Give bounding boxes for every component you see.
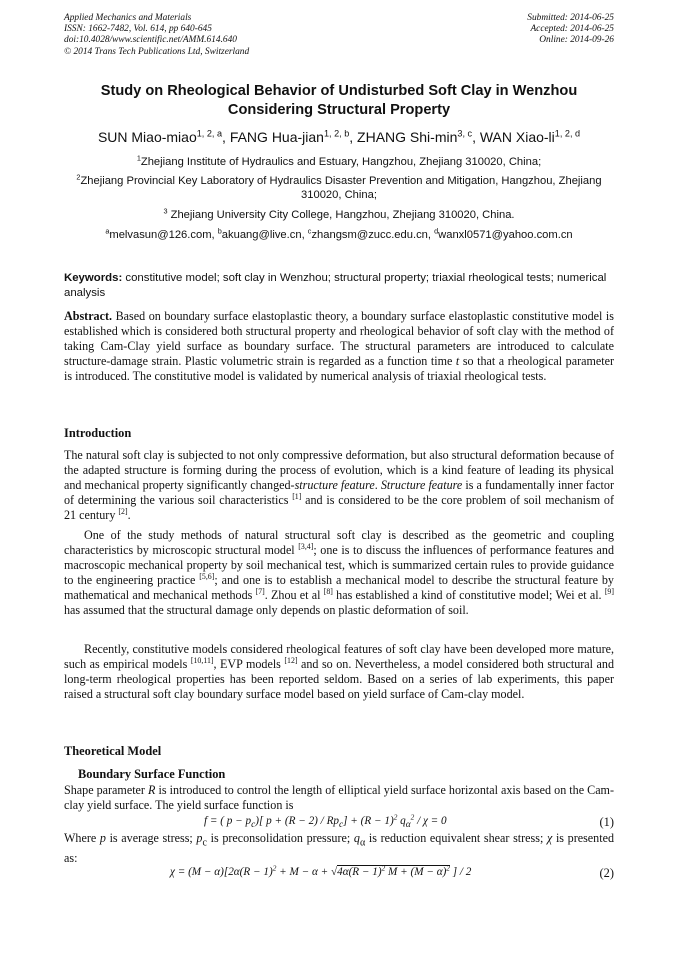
email-text: zhangsm@zucc.edu.cn, [311,228,435,241]
author-affil-mark: 1, 2, a [196,128,223,139]
eq-part: 4α(R − 1) [337,866,382,878]
math-var-chi: χ [546,831,553,845]
eq-part: + M − α + [276,866,331,878]
affiliation [64,174,614,202]
paper-title [64,82,614,119]
paragraph-text: is average stress; [105,831,197,845]
paragraph-text: and so on. Nevertheless, a model considered both structural and long-term rheological properties has been reported seldom. Based on a series of lab experiments, this paper raised a structural soft clay boundary surface model based on yield surface of Cam-clay model. [64,657,614,702]
section-heading-theoretical-model: Theoretical Model [64,744,162,758]
affiliation [64,155,614,169]
eq-part: / χ = 0 [414,815,447,827]
email-mark: a [105,226,110,236]
affiliation-mark: 3 [163,205,168,215]
math-var-pc: p [196,831,203,845]
paragraph-text: is a fundamentally inner factor of determining the various soil characteristics [64,478,614,508]
eq-sup: 2 [381,864,386,873]
email-text: melvasun@126.com, [109,228,218,241]
paragraph-text: , EVP models [213,657,285,672]
paragraph-text: ; one is to discuss the influences of performance features and macroscopic mechanical property by soil mechanical test, which is summarized certain rules to provide guidance to the engineering practice [64,543,614,588]
abstract-label: Abstract. [64,309,113,323]
affiliation-text: Zhejiang Provincial Key Laboratory of Hydraulics Disaster Prevention and Mitigation, Hangzhou, Zhejiang 310020, China; [80,175,602,202]
author-affil-mark: 3, c [457,128,473,139]
eq-sup: 2 [410,813,415,822]
submission-dates [527,13,614,47]
citation: [1] [292,492,302,502]
equation-expression [170,866,471,878]
email-text: wanxl0571@yahoo.com.cn [438,228,573,241]
eq-part: )[ p + (R − 2) / Rp [255,815,340,827]
eq-sub: c [251,820,256,831]
emphasis: structure feature [294,478,375,493]
eq-part: q [397,815,406,827]
citation: [3,4] [298,542,314,552]
abstract [64,309,614,384]
affiliation-list [64,155,614,242]
citation: [8] [323,587,333,597]
citation: [9] [604,587,614,597]
email-mark: b [217,226,222,236]
math-var-q: q [353,831,360,845]
author-separator: , [222,129,230,145]
paragraph-text: has assumed that the structural damage only depends on plastic deformation of soil. [64,603,469,618]
email-text: akuang@live.cn, [221,228,308,241]
paragraph-text: . [374,478,381,493]
eq-part: ] + (R − 1) [343,815,394,827]
paragraph-text: Where [64,831,100,845]
eq-part: M + (M − α) [385,866,447,878]
eq-sub: c [339,820,344,831]
citation: [12] [284,656,298,666]
equation-number: (2) [599,866,614,880]
equation-number: (1) [599,815,614,829]
title-line-2: Considering Structural Property [227,101,451,118]
journal-copyright: © 2014 Trans Tech Publications Ltd, Switzerland [64,46,250,57]
eq-part: χ = (M − α)[2α(R − 1) [170,866,273,878]
affiliation-text: Zhejiang Institute of Hydraulics and Estuary, Hangzhou, Zhejiang 310020, China; [140,156,542,168]
journal-name: Applied Mechanics and Materials [64,13,192,23]
affiliation-mark: 2 [76,172,81,182]
author-name: FANG Hua-jian [229,129,324,145]
title-line-1: Study on Rheological Behavior of Undisturbed Soft Clay in Wenzhou [100,83,578,99]
author-list [64,128,614,146]
affiliation [64,205,614,222]
keywords-text: constitutive model; soft clay in Wenzhou; structural property; triaxial rheological tests; numerical analysis [64,272,607,299]
abstract-text: so that a rheological parameter is introduced. The constitutive model is validated by numerical analysis of triaxial rheological tests. [64,354,615,384]
paragraph-text: . Zhou et al [264,588,324,603]
paragraph-text: is reduction equivalent shear stress; [365,831,547,845]
math-sub: α [359,837,366,849]
email-list [64,228,614,242]
paragraph [64,642,614,702]
date-submitted: Submitted: 2014-06-25 [527,13,614,23]
eq-sup: 2 [393,813,398,822]
date-online: Online: 2014-09-26 [539,35,614,46]
eq-part: f = ( p − p [204,815,252,827]
paragraph-text: is introduced to control the length of elliptical yield surface horizontal axis based on the Cam-clay yield surface. The yield surface function is [64,783,614,813]
paragraph-text: is presented as: [64,831,614,865]
author-affil-mark: 1, 2, d [554,128,581,139]
abstract-text: Based on boundary surface elastoplastic theory, a boundary surface elastoplastic constitutive model is established which is considered both structural property and rheological behavior of soft clay with the method of taking Cam-Clay yield surface as boundary surface. The structural parameters are introduced to calculate structure-damage strain. Plastic volumetric strain is regarded as a function time [64,309,614,369]
sqrt-radicand [337,865,450,878]
math-var-t: t [455,354,460,369]
author-name: SUN Miao-miao [97,129,197,145]
math-sub: c [202,837,207,849]
paragraph-text: Shape parameter [64,783,149,797]
eq-part: ] / 2 [449,866,472,878]
math-var-R: R [148,783,156,797]
affiliation-mark: 1 [136,153,141,163]
paragraph-text: ; and one is to establish a mechanical model to describe the structural feature by mathematical and mechanical methods [64,573,614,603]
math-var-p: p [99,831,106,845]
paragraph [64,528,614,619]
journal-doi: doi:10.4028/www.scientific.net/AMM.614.640 [64,35,237,46]
email-mark: d [434,226,439,236]
equation-expression [204,815,447,830]
paragraph-text: The natural soft clay is subjected to not only compressive deformation, but also structural deformation because of the adapted structure is forming during the process of evolution, which is a kind feature of leading its physical and mechanical property significantly changed- [64,448,614,493]
author-name: ZHANG Shi-min [357,129,458,145]
paragraph-text: is preconsolidation pressure; [206,831,354,845]
journal-issn: ISSN: 1662-7482, Vol. 614, pp 640-645 [64,24,212,35]
eq-sup: 2 [446,864,450,873]
paragraph [64,448,614,523]
paragraph-text: . [127,508,131,523]
sqrt-symbol: √ [330,866,338,878]
paragraph-text: has established a kind of constitutive model; Wei et al. [332,588,605,603]
section-heading-introduction: Introduction [64,426,132,440]
citation: [2] [118,507,128,517]
paragraph-text: One of the study methods of natural structural soft clay is described as the geometric and coupling characteristics by microscopic structural model [64,528,614,558]
date-accepted: Accepted: 2014-06-25 [530,24,614,35]
eq-sup: 2 [272,864,277,873]
author-name: WAN Xiao-li [479,129,555,145]
citation: [10,11] [190,656,214,666]
citation: [7] [255,587,265,597]
keywords [64,271,614,300]
author-affil-mark: 1, 2, b [323,128,350,139]
author-separator: , [472,129,480,145]
journal-info [64,13,249,58]
email-mark: c [307,226,312,236]
eq-sub: α [405,820,411,831]
paragraph [64,783,614,813]
paragraph-text: and is considered to be the core problem of soil mechanism of 21 century [64,493,614,523]
keywords-label: Keywords: [64,272,123,284]
paragraph [64,831,614,866]
affiliation-text: Zhejiang University City College, Hangzhou, Zhejiang 310020, China. [167,208,515,221]
paragraph-text: Recently, constitutive models considered rheological features of soft clay have been developed more mature, such as empirical models [64,642,614,672]
citation: [5,6] [199,572,215,582]
subsection-heading: Boundary Surface Function [78,767,226,781]
author-separator: , [349,129,358,145]
emphasis: Structure feature [380,478,463,493]
